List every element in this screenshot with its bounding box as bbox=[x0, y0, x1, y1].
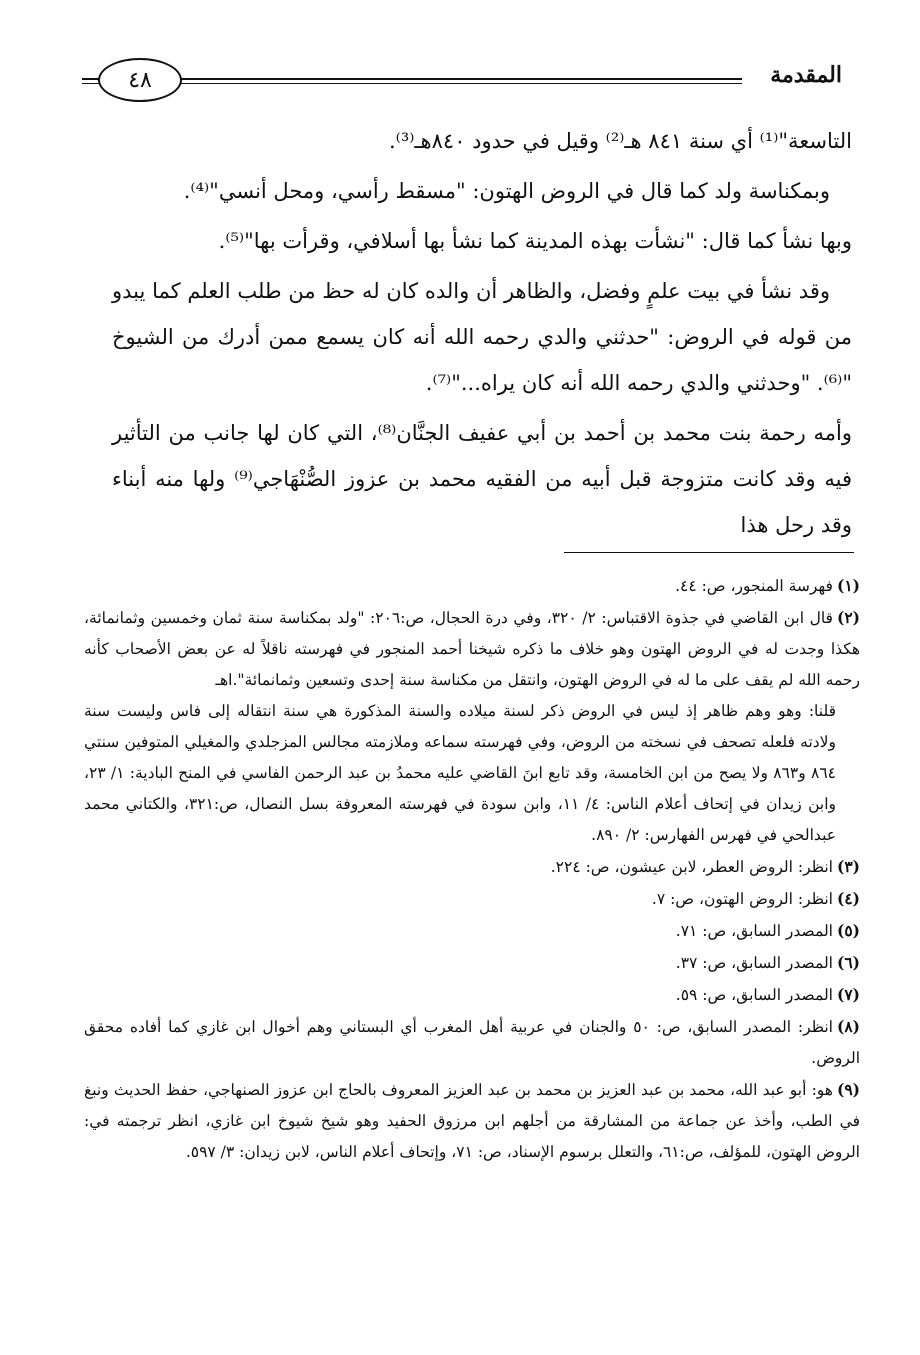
footnote-text: انظر: الروض العطر، لابن عيشون، ص: ٢٢٤. bbox=[550, 858, 833, 876]
footnote bbox=[84, 1074, 860, 1168]
footnote-text: قال ابن القاضي في جذوة الاقتباس: ٢/ ٣٢٠، وفي درة الحجال، ص:٢٠٦: "ولد بمكناسة سنة ثمان وخمسين وثمانمائة، هكذا وجدت له في الروض الهتون وهو خلاف ما ذكره شيخنا أحمد المنجور في فهرسته ناقلاً له عن بعض الأصحاب كأنه رحمه الله لم يقف على ما له في الروض الهتون، وانتقل من مكناسة سنة إحدى وتسعين وثمانمائة".اهـ bbox=[84, 609, 860, 689]
paragraph: وبمكناسة ولد كما قال في الروض الهتون: "مسقط رأسي، ومحل أنسي"⁽⁴⁾. bbox=[183, 179, 830, 203]
footnote bbox=[84, 602, 860, 696]
footnote bbox=[84, 696, 860, 851]
footnote-number: (٧) bbox=[836, 985, 860, 1004]
footnote-number: (٥) bbox=[836, 921, 860, 940]
footnote bbox=[84, 883, 860, 915]
page-number: ٤٨ bbox=[98, 58, 182, 102]
footnote-text: المصدر السابق، ص: ٧١. bbox=[675, 922, 833, 940]
paragraph: وأمه رحمة بنت محمد بن أحمد بن أبي عفيف الجنَّان⁽⁸⁾، التي كان لها جانب من التأثير فيه وقد كانت متزوجة قبل أبيه من الفقيه محمد بن عزوز الصُّنْهَاجي⁽⁹⁾ ولها منه أبناء وقد رحل هذا bbox=[112, 421, 852, 537]
header-rule bbox=[178, 78, 742, 84]
footnote-number: (١) bbox=[836, 576, 860, 595]
paragraph: التاسعة"⁽¹⁾ أي سنة ٨٤١ هـ⁽²⁾ وقيل في حدود ٨٤٠هـ⁽³⁾. bbox=[388, 129, 852, 153]
footnote bbox=[84, 570, 860, 602]
footnote-number: (٣) bbox=[836, 857, 860, 876]
footnote-text: انظر: الروض الهتون، ص: ٧. bbox=[651, 890, 833, 908]
footnote bbox=[84, 1011, 860, 1074]
footnote bbox=[84, 851, 860, 883]
footnote-text: انظر: المصدر السابق، ص: ٥٠ والجنان في عربية أهل المغرب أي البستاني وهم أخوال ابن غازي كما أفاده محقق الروض. bbox=[84, 1018, 860, 1067]
footnote-separator bbox=[564, 552, 854, 553]
footnote-number: (٦) bbox=[836, 953, 860, 972]
footnote-number: (٢) bbox=[836, 608, 860, 627]
footnote bbox=[84, 979, 860, 1011]
footnote-number: (٩) bbox=[836, 1080, 860, 1099]
paragraph: وبها نشأ كما قال: "نشأت بهذه المدينة كما نشأ بها أسلافي، وقرأت بها"⁽⁵⁾. bbox=[218, 229, 852, 253]
footnote-number: (٨) bbox=[836, 1017, 860, 1036]
footnote-text: هو: أبو عبد الله، محمد بن عبد العزيز بن محمد بن عبد العزيز المعروف بالحاج ابن عزوز الصنهاجي، حفظ الحديث ونبغ في الطب، وأخذ عن جماعة من المشارقة من أجلهم ابن مرزوق الحفيد وهو شيخ شيوخ ابن غازي، انظر ترجمته في: الروض الهتون، للمؤلف، ص:٦١، والتعلل برسوم الإسناد، ص: ٧١، وإتحاف أعلام الناس، لابن زيدان: ٣/ ٥٩٧. bbox=[84, 1081, 860, 1161]
footnote-text: قلنا: وهو وهم ظاهر إذ ليس في الروض ذكر لسنة ميلاده والسنة المذكورة هي سنة انتقاله إلى فاس وليست سنة ولادته فلعله تصحف في نسخته من الروض، وفي فهرسته سماعه وملازمته مجالس المزجلدي والمغيلي المتوفين سنتي ٨٦٤ و٨٦٣ ولا يصح من ابن الخامسة، وقد تابع ابنَ القاضي عليه محمدُ بن عبد الرحمن الفاسي في المنح البادية: ١/ ٢٣، وابن زيدان في إتحاف أعلام الناس: ٤/ ١١، وابن سودة في فهرسته المعروفة بسل النصال، ص:٣٢١، والكتاني محمد عبدالحي في فهرس الفهارس: ٢/ ٨٩٠. bbox=[84, 702, 837, 844]
section-title: المقدمة bbox=[764, 62, 842, 88]
paragraph: وقد نشأ في بيت علمٍ وفضل، والظاهر أن والده كان له حظ من طلب العلم كما يبدو من قوله في الروض: "حدثني والدي رحمه الله أنه كان يسمع ممن أدرك من الشيوخ "⁽⁶⁾. "وحدثني والدي رحمه الله أنه كان يراه..."⁽⁷⁾. bbox=[112, 279, 852, 395]
page-header bbox=[82, 56, 842, 104]
footnote-text: المصدر السابق، ص: ٥٩. bbox=[675, 986, 833, 1004]
footnote-text: المصدر السابق، ص: ٣٧. bbox=[675, 954, 833, 972]
footnote-number: (٤) bbox=[836, 889, 860, 908]
main-text bbox=[112, 118, 852, 552]
footnote-text: فهرسة المنجور، ص: ٤٤. bbox=[675, 577, 833, 595]
footnote bbox=[84, 915, 860, 947]
footnotes bbox=[84, 570, 860, 1168]
footnote bbox=[84, 947, 860, 979]
